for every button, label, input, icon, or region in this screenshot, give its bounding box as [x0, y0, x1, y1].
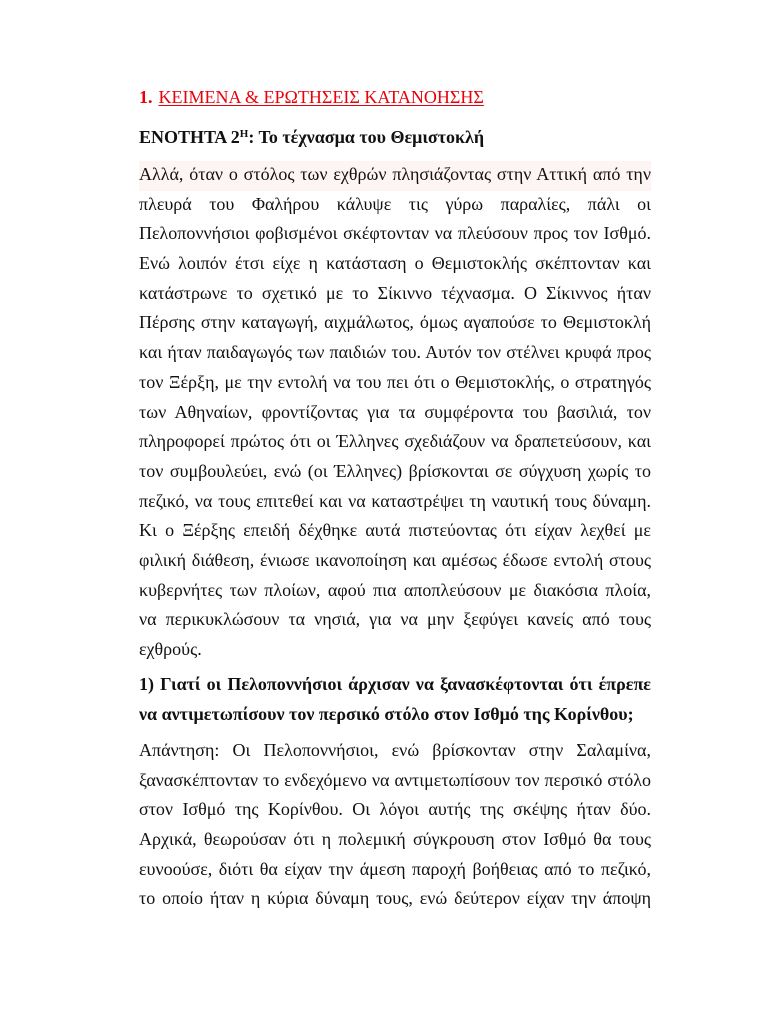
passage-line: πλευρά του Φαλήρου κάλυψε τις γύρω παραλίες, πάλι οι	[139, 193, 651, 214]
passage-line: φιλική διάθεση, ένιωσε ικανοποίηση και αμέσως έδωσε εντολή στους	[139, 549, 651, 570]
passage-line: τον συμβουλεύει, ενώ (οι Έλληνες) βρίσκονται σε σύγχυση χωρίς το	[139, 460, 651, 481]
passage-line: εχθρούς.	[139, 639, 202, 659]
passage-paragraph	[139, 161, 651, 666]
answer-line: ευνοούσε, διότι θα είχαν την άμεση παροχή βοήθειας από το πεζικό,	[139, 858, 651, 879]
passage-line: Ενώ λοιπόν έτσι είχε η κατάσταση ο Θεμιστοκλής σκέπτονταν και	[139, 253, 651, 274]
passage-line: Πελοποννήσιοι φοβισμένοι σκέφτονταν να πλεύσουν προς τον Ισθμό.	[139, 223, 651, 244]
question-line: 1) Γιατί οι Πελοποννήσιοι άρχισαν να ξανασκέφτονται ότι έπρεπε	[139, 674, 651, 694]
passage-line: να περικυκλώσουν τα νησιά, για να μην ξεφύγει κανείς από τους	[139, 609, 651, 630]
passage-line: κατάστρωνε το σχετικό με το Σίκιννο τέχνασμα. Ο Σίκιννος ήταν	[139, 282, 651, 303]
answer-line: στον Ισθμό της Κορίνθου. Οι λόγοι αυτής της σκέψης ήταν δύο.	[139, 799, 651, 820]
answer-line: το οποίο ήταν η κύρια δύναμη τους, ενώ δεύτερον είχαν την άποψη	[139, 888, 651, 909]
answer-line: ξανασκέπτονταν το ενδεχόμενο να αντιμετωπίσουν τον περσικό στόλο	[139, 769, 651, 790]
question-line: να αντιμετωπίσουν τον περσικό στόλο στον Ισθμό της Κορίνθου;	[139, 703, 634, 724]
passage-line: κυβερνήτες των πλοίων, αφού πια αποπλεύσουν με διακόσια πλοία,	[139, 579, 651, 600]
passage-line: Πέρσης στην καταγωγή, αιχμάλωτος, όμως αγαπούσε το Θεμιστοκλή	[139, 312, 651, 333]
section-label: ΕΝΟΤΗΤΑ 2	[139, 127, 240, 147]
passage-line: Κι ο Ξέρξης επειδή δέχθηκε αυτά πιστεύοντας ότι είχαν λεχθεί με	[139, 520, 651, 541]
section-title-text: : Το τέχνασμα του Θεμιστοκλή	[248, 127, 485, 147]
section-superscript: Η	[239, 128, 249, 140]
passage-line: και ήταν παιδαγωγός των παιδιών του. Αυτόν τον στέλνει κρυφά προς	[139, 342, 651, 363]
section-title	[139, 125, 484, 149]
passage-line: τον Ξέρξη, με την εντολή να του πει ότι ο Θεμιστοκλής, ο στρατηγός	[139, 371, 651, 392]
passage-line: Αλλά, όταν ο στόλος των εχθρών πλησιάζοντας στην Αττική από την	[139, 161, 651, 191]
answer-line: Αρχικά, θεωρούσαν ότι η πολεμική σύγκρουση στον Ισθμό θα τους	[139, 829, 651, 850]
passage-line: των Αθηναίων, φροντίζοντας για τα συμφέροντα του βασιλιά, τον	[139, 401, 651, 422]
answer-paragraph	[139, 737, 651, 915]
heading-text: ΚΕΙΜΕΝΑ & ΕΡΩΤΗΣΕΙΣ ΚΑΤΑΝΟΗΣΗΣ	[158, 87, 484, 107]
document-heading	[139, 86, 484, 108]
answer-line: Απάντηση: Οι Πελοποννήσιοι, ενώ βρίσκονταν στην Σαλαμίνα,	[139, 740, 651, 760]
passage-line: πληροφορεί πρώτος ότι οι Έλληνες σχεδιάζουν να δραπετεύσουν, και	[139, 431, 651, 452]
passage-line: πεζικό, να τους επιτεθεί και να καταστρέψει τη ναυτική τους δύναμη.	[139, 490, 651, 511]
heading-number: 1.	[139, 87, 153, 107]
question-paragraph	[139, 671, 651, 730]
